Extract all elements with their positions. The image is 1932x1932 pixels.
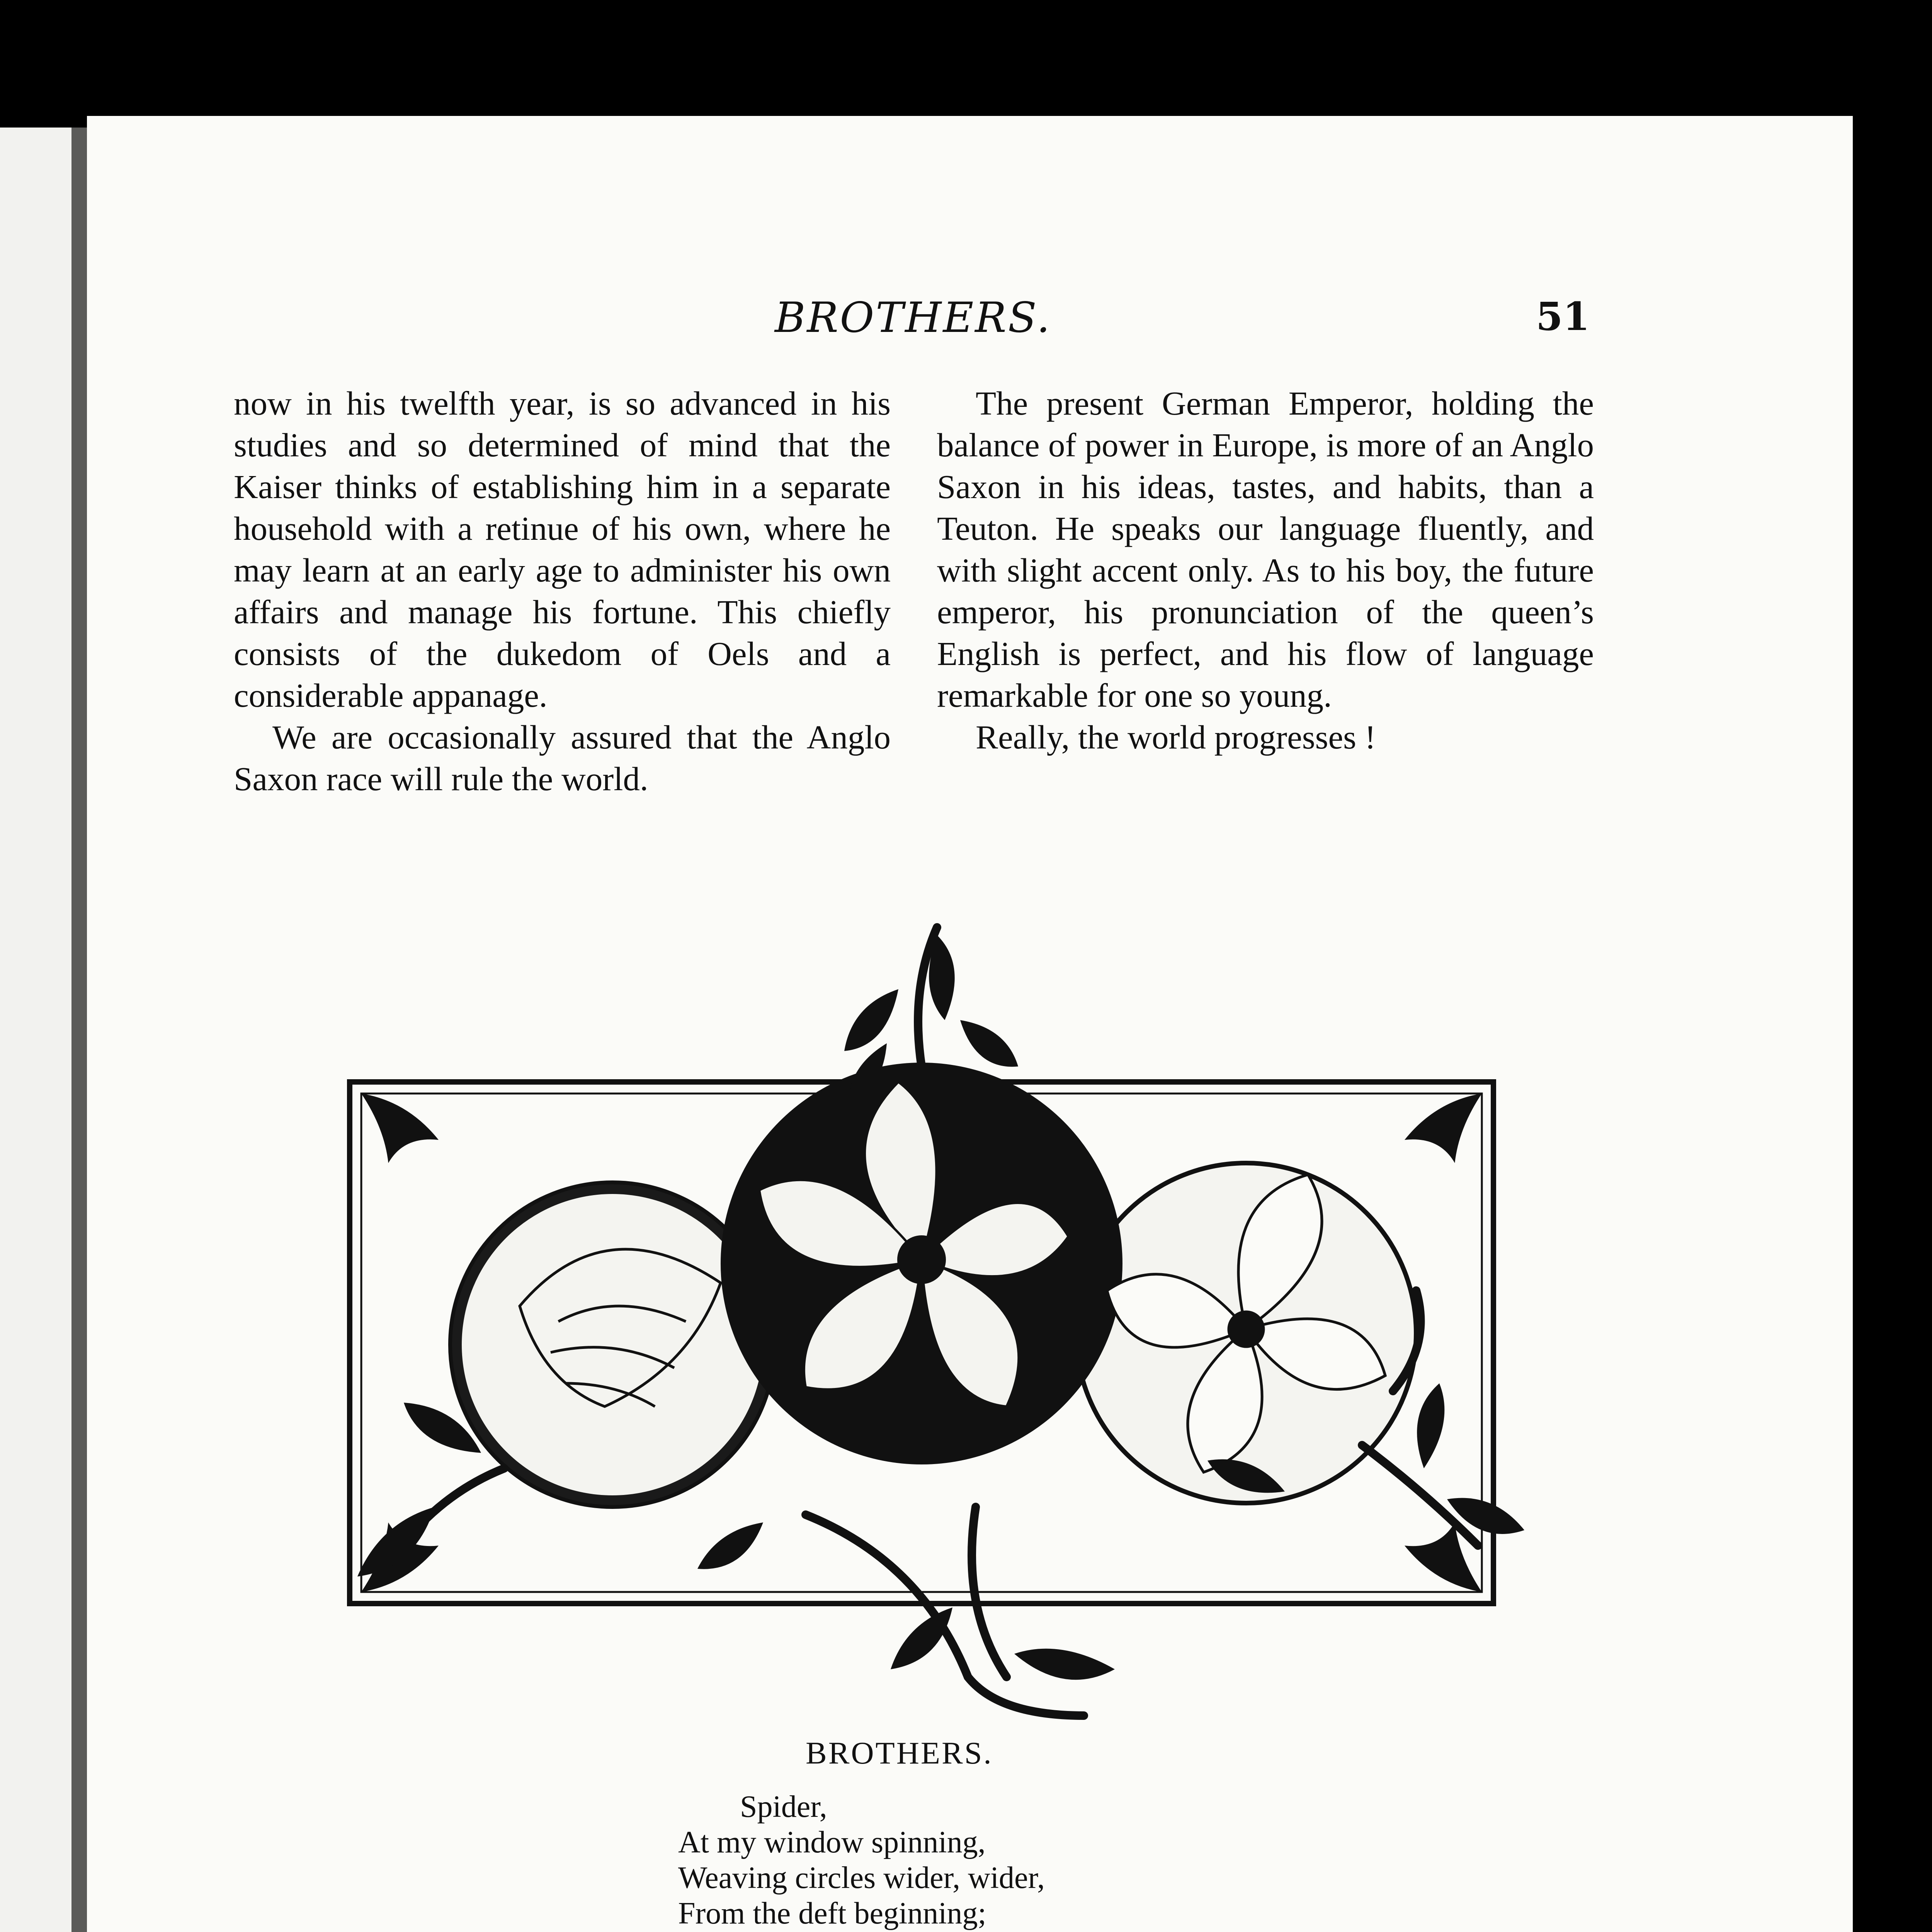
- left-paragraph-2: We are occasionally assured that the Anglo Saxon race will rule the world.: [234, 718, 891, 798]
- running-head: [87, 294, 1853, 348]
- poem-line: Weaving circles wider, wider,: [678, 1861, 1045, 1895]
- left-paragraph-1: now in his twelfth year, is so advanced in his studies and so determined of mind that the Kaiser thinks of establishing him in a separate household with a retinue of his own, where he may learn at an early age to administer his own affairs and manage his fortune. This chiefly consists of the dukedom of Oels and a considerable appanage.: [234, 384, 891, 714]
- poem-stanza-1: [678, 1789, 1528, 1931]
- right-paragraph-1: The present German Emperor, holding the balance of power in Europe, is more of an Anglo Saxon in his ideas, tastes, and habits, than a Teuton. He speaks our language fluently, and with slight accent only. As to his boy, the future emperor, his pronunciation of the queen’s English is perfect, and his flow of language remarkable for one so young.: [937, 384, 1594, 714]
- book-gutter: [71, 128, 87, 1932]
- left-column: [234, 383, 891, 800]
- poem-line: From the deft beginning;: [678, 1896, 986, 1930]
- floral-ornament-icon: [319, 920, 1617, 1739]
- right-column: [937, 383, 1594, 758]
- poem-title: BROTHERS.: [806, 1735, 993, 1770]
- magazine-page: [87, 116, 1853, 1932]
- poem-line: Spider,: [740, 1790, 827, 1824]
- facing-page-edge: [0, 128, 71, 1932]
- running-head-title: BROTHERS.: [775, 294, 1052, 342]
- poem-line: At my window spinning,: [678, 1825, 986, 1859]
- page-number: 51: [1536, 294, 1590, 339]
- right-paragraph-2: Really, the world progresses !: [976, 718, 1376, 756]
